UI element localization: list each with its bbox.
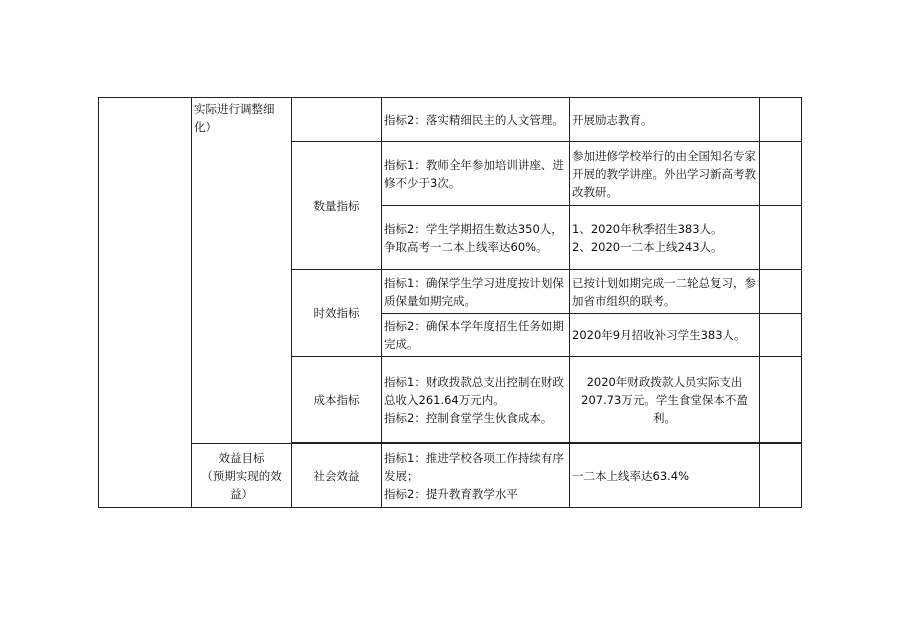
goal-cell xyxy=(192,444,292,508)
table-row xyxy=(99,444,802,508)
category-cell: 成本指标 xyxy=(292,357,382,443)
indicator-cell: 指标2：落实精细民主的人文管理。 xyxy=(382,98,570,142)
goal-line: 效益目标 xyxy=(218,450,265,465)
result-cell: 已按计划如期完成一二轮总复习，参加省市组织的联考。 xyxy=(570,270,760,314)
blank-cell xyxy=(760,98,802,142)
category-cell: 时效指标 xyxy=(292,270,382,357)
goal-text: 实际进行调整细化） xyxy=(194,102,275,134)
performance-table xyxy=(98,97,802,508)
blank-cell xyxy=(760,357,802,443)
blank-cell xyxy=(760,314,802,357)
result-cell: 参加进修学校举行的由全国知名专家开展的教学讲座。外出学习新高考教改教研。 xyxy=(570,142,760,206)
indicator-cell: 指标1：确保学生学习进度按计划保质保量如期完成。 xyxy=(382,270,570,314)
goal-line: （预期实现的效益） xyxy=(201,468,282,501)
indicator-cell xyxy=(382,444,570,508)
category-cell xyxy=(292,98,382,142)
category-cell: 社会效益 xyxy=(292,444,382,508)
result-cell xyxy=(570,206,760,270)
indicator-cell: 指标2：确保本学年度招生任务如期完成。 xyxy=(382,314,570,357)
indicator-cell: 指标2：学生学期招生数达350人，争取高考一二本上线率达60%。 xyxy=(382,206,570,270)
blank-cell xyxy=(99,98,192,508)
blank-cell xyxy=(760,270,802,314)
result-cell: 一二本上线率达63.4% xyxy=(570,444,760,508)
indicator-line: 指标2：控制食堂学生伙食成本。 xyxy=(384,410,553,425)
result-cell: 开展励志教育。 xyxy=(570,98,760,142)
indicator-line: 指标2：提升教育教学水平 xyxy=(384,486,518,501)
blank-cell xyxy=(760,444,802,508)
result-cell: 2020年9月招收补习学生383人。 xyxy=(570,314,760,357)
result-cell: 2020年财政拨款人员实际支出207.73万元。学生食堂保本不盈利。 xyxy=(570,357,760,443)
result-line: 2、2020一二本上线243人。 xyxy=(572,239,723,254)
indicator-cell xyxy=(382,357,570,443)
table-row xyxy=(99,98,802,142)
goal-cell xyxy=(192,98,292,444)
indicator-line: 指标1：财政拨款总支出控制在财政总收入261.64万元内。 xyxy=(384,374,564,407)
category-cell: 数量指标 xyxy=(292,142,382,270)
indicator-cell: 指标1：教师全年参加培训讲座、进修不少于3次。 xyxy=(382,142,570,206)
blank-cell xyxy=(760,206,802,270)
indicator-line: 指标1：推进学校各项工作持续有序发展； xyxy=(384,450,564,483)
blank-cell xyxy=(760,142,802,206)
result-line: 1、2020年秋季招生383人。 xyxy=(572,221,723,236)
